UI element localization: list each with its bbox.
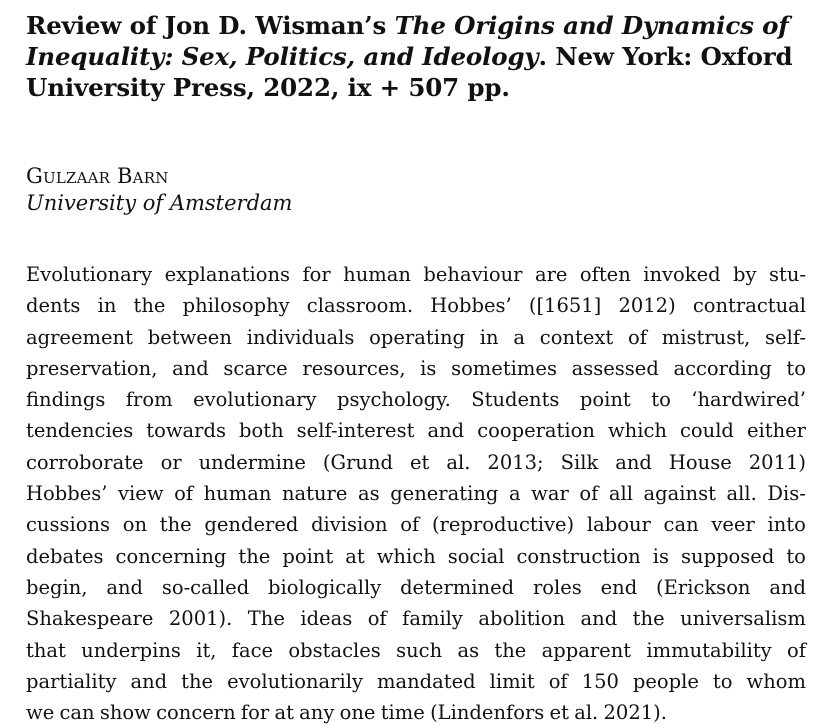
body-word: and <box>769 575 806 599</box>
title-prefix: Review of Jon D. Wisman’s <box>26 11 395 40</box>
body-word: psychology. <box>336 388 451 412</box>
body-word: of <box>400 513 420 537</box>
body-word: context <box>539 325 614 349</box>
body-word: and <box>172 356 209 380</box>
body-word: as <box>457 638 480 662</box>
byline <box>26 163 806 217</box>
body-line <box>26 447 806 478</box>
body-word: or <box>160 450 182 474</box>
body-word: preservation, <box>26 356 158 380</box>
body-word: resources, <box>302 356 406 380</box>
body-word: all. <box>726 482 757 506</box>
body-word: roles <box>532 575 582 599</box>
body-word: to <box>786 544 806 568</box>
body-word: in <box>97 294 117 318</box>
body-word: one <box>339 701 376 725</box>
body-word: the <box>238 544 271 568</box>
body-word: the <box>181 669 214 693</box>
body-word: al. <box>574 701 599 725</box>
body-word: The <box>247 607 285 631</box>
body-word: apparent <box>541 638 632 662</box>
body-word: time <box>380 701 425 725</box>
review-page <box>26 10 806 728</box>
body-line <box>26 541 806 572</box>
body-word: corroborate <box>26 450 144 474</box>
body-word: of <box>628 325 647 349</box>
body-word: and <box>580 607 618 631</box>
body-word: of <box>548 669 568 693</box>
body-word: at <box>345 544 365 568</box>
publication-info-line3: University Press, 2022, ix + 507 pp. <box>26 73 510 102</box>
body-word: between <box>147 325 232 349</box>
body-word: a <box>513 325 525 349</box>
body-word: immutability <box>646 638 772 662</box>
body-word: Students <box>471 388 560 412</box>
body-word: labour <box>586 513 651 537</box>
body-word: to <box>651 388 671 412</box>
body-word: nature <box>281 482 348 506</box>
review-title <box>26 10 806 103</box>
body-word: as <box>357 482 380 506</box>
body-word: begin, <box>26 575 88 599</box>
body-word: (reproductive) <box>431 513 575 537</box>
body-word: concerning <box>115 544 227 568</box>
body-word: can <box>59 701 95 725</box>
body-word: cussions <box>26 513 111 537</box>
body-word: according <box>673 356 772 380</box>
body-word: that <box>26 638 66 662</box>
body-word: we <box>26 701 55 725</box>
body-word: (Lindenfors <box>430 701 545 725</box>
body-word: at <box>274 701 294 725</box>
body-word: and <box>615 450 652 474</box>
body-word: veer <box>711 513 755 537</box>
body-word: and <box>427 419 465 443</box>
body-word: against <box>643 482 716 506</box>
body-line <box>26 415 806 446</box>
body-word: invoked <box>643 263 721 286</box>
body-word: it, <box>196 638 217 662</box>
body-word: division <box>311 513 388 537</box>
body-word: Shakespeare <box>26 607 154 631</box>
author-affiliation: University of Amsterdam <box>26 191 293 215</box>
body-word: 150 <box>581 669 619 693</box>
publication-info-line2: . New York: Oxford <box>538 42 793 71</box>
body-word: abolition <box>478 607 566 631</box>
body-word: and <box>106 575 143 599</box>
body-word: whom <box>746 669 806 693</box>
body-word: House <box>668 450 732 474</box>
body-word: findings <box>26 388 106 412</box>
body-line <box>26 384 806 415</box>
body-word: determined <box>400 575 515 599</box>
book-title-line1: The Origins and Dynamics of <box>394 11 789 40</box>
body-word: family <box>402 607 463 631</box>
body-word: often <box>579 263 631 286</box>
body-word: for <box>240 701 270 725</box>
body-word: to <box>786 356 806 380</box>
body-word: which <box>376 544 436 568</box>
body-word: mandated <box>376 669 476 693</box>
body-word: of <box>786 638 806 662</box>
body-word: generating <box>390 482 499 506</box>
body-word: cooperation <box>477 419 595 443</box>
book-title-line2: Inequality: Sex, Politics, and Ideology <box>26 42 539 71</box>
body-word: concern <box>156 701 236 725</box>
body-word: individuals <box>246 325 355 349</box>
body-line <box>26 322 806 353</box>
review-body <box>26 259 806 728</box>
body-word: assessed <box>571 356 659 380</box>
body-word: 2011) <box>748 450 806 474</box>
body-word: stu- <box>768 263 806 286</box>
body-word: obstacles <box>288 638 381 662</box>
body-word: face <box>231 638 274 662</box>
body-word: ‘hardwired’ <box>691 388 806 412</box>
author-name: Gulzaar Barn <box>26 164 169 188</box>
body-word: self-interest <box>296 419 415 443</box>
body-word: al. <box>446 450 471 474</box>
body-word: is <box>420 356 437 380</box>
body-word: 2012) <box>618 294 676 318</box>
body-line <box>26 478 806 509</box>
body-word: gendered <box>204 513 299 537</box>
body-line <box>26 572 806 603</box>
body-word: philosophy <box>182 294 290 318</box>
body-word: from <box>125 388 173 412</box>
body-word: ([1651] <box>528 294 602 318</box>
body-word: agreement <box>26 325 133 349</box>
body-word: Hobbes’ <box>26 482 108 506</box>
body-word: any <box>299 701 335 725</box>
body-word: of <box>174 482 194 506</box>
body-word: show <box>99 701 151 725</box>
body-word: contractual <box>692 294 806 318</box>
body-word: Dis- <box>767 482 806 506</box>
body-word: limit <box>489 669 535 693</box>
body-word: to <box>712 669 733 693</box>
body-word: construction <box>516 544 641 568</box>
body-line <box>26 603 806 634</box>
body-word: 2001). <box>168 607 233 631</box>
body-word: ideas <box>300 607 353 631</box>
body-word: social <box>447 544 505 568</box>
body-word: et <box>410 450 430 474</box>
body-word: Silk <box>560 450 599 474</box>
body-word: mistrust, <box>661 325 751 349</box>
body-word: Evolutionary <box>26 263 153 286</box>
body-word: 2013; <box>487 450 544 474</box>
body-word: dents <box>26 294 81 318</box>
body-word: biologically <box>268 575 382 599</box>
body-line <box>26 290 806 321</box>
body-word: war <box>531 482 569 506</box>
body-word: which <box>607 419 667 443</box>
body-line <box>26 697 806 728</box>
body-word: supposed <box>681 544 775 568</box>
body-word: point <box>579 388 631 412</box>
body-word: towards <box>146 419 226 443</box>
body-word: could <box>679 419 734 443</box>
body-word: universalism <box>680 607 806 631</box>
body-word: 2021). <box>603 701 667 725</box>
body-word: tendencies <box>26 419 134 443</box>
body-word: debates <box>26 544 104 568</box>
body-line <box>26 259 806 290</box>
body-word: can <box>663 513 699 537</box>
body-word: on <box>122 513 148 537</box>
body-word: self- <box>765 325 806 349</box>
body-word: of <box>367 607 387 631</box>
body-word: scarce <box>223 356 288 380</box>
body-word: a <box>508 482 521 506</box>
body-word: the <box>133 294 166 318</box>
body-line <box>26 353 806 384</box>
body-word: view <box>118 482 164 506</box>
body-word: partiality <box>26 669 117 693</box>
body-word: in <box>479 325 499 349</box>
body-word: point <box>282 544 334 568</box>
body-word: both <box>239 419 284 443</box>
body-word: human <box>203 482 272 506</box>
body-word: behaviour <box>423 263 523 286</box>
body-word: underpins <box>81 638 181 662</box>
body-word: (Erickson <box>656 575 751 599</box>
body-word: is <box>652 544 669 568</box>
body-word: people <box>632 669 699 693</box>
body-word: all <box>608 482 633 506</box>
body-word: human <box>343 263 411 286</box>
body-word: classroom. <box>306 294 414 318</box>
body-line <box>26 509 806 540</box>
body-word: for <box>302 263 331 286</box>
body-word: by <box>733 263 757 286</box>
body-word: explanations <box>164 263 291 286</box>
body-word: sometimes <box>451 356 557 380</box>
body-word: into <box>767 513 806 537</box>
body-word: so-called <box>161 575 250 599</box>
body-word: such <box>396 638 443 662</box>
body-word: of <box>579 482 599 506</box>
body-word: evolutionarily <box>227 669 363 693</box>
body-word: the <box>159 513 192 537</box>
body-word: et <box>549 701 569 725</box>
body-word: the <box>494 638 527 662</box>
body-word: either <box>746 419 806 443</box>
body-word: operating <box>369 325 465 349</box>
body-word: evolutionary <box>193 388 317 412</box>
body-word: undermine <box>198 450 306 474</box>
body-word: the <box>632 607 665 631</box>
body-word: and <box>130 669 168 693</box>
body-word: are <box>534 263 568 286</box>
body-word: Hobbes’ <box>430 294 512 318</box>
body-line <box>26 635 806 666</box>
body-word: (Grund <box>322 450 394 474</box>
body-word: end <box>600 575 638 599</box>
body-line <box>26 666 806 697</box>
